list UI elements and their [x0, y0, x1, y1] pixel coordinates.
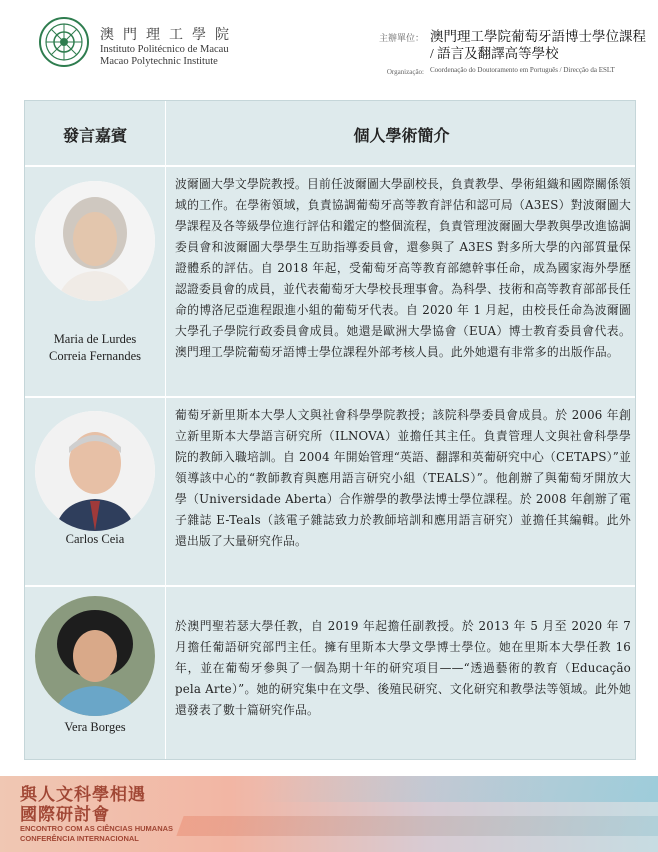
- organizer-label-zh: 主辦單位：: [378, 33, 424, 43]
- speaker-name-line: Vera Borges: [64, 720, 126, 734]
- speaker-name-ceia: [25, 531, 165, 548]
- speaker-bio-fernandes: 波爾圖大學文學院教授。目前任波爾圖大學副校長，負責教學、學術組織和國際關係領域的工作。在學術領域，負責協調葡萄牙高等教育評估和認可局（A3ES）對波爾圖大學課程及各等級學位進行評估和鑑定的整個流程，負責管理波爾圖大學教與學改進協調委員會和波爾圖大學學生互助指導委員會，還參與了 A3ES 對多所大學的內部質量保證體系的評估。自 2018 年起，受葡萄牙高等教育部總幹事任命，成為國家海外學歷認證委員會的成員，並代表葡萄牙大學校長理事會。為科學、技術和高等教育部部長任命的博洛尼亞進程跟進小組的葡萄牙代表。自 2020 年 1 月起，由校長任命為波爾圖大學孔子學院行政委員會成員。她還是歐洲大學協會（EUA）博士教育委員會代表。澳門理工學院葡萄牙語博士學位課程外部考核人員。此外她還有非常多的出版作品。: [175, 177, 631, 359]
- conference-banner: [0, 776, 658, 852]
- organizer-block: [378, 28, 653, 76]
- table-header: [25, 101, 635, 167]
- organizer-name-pt: Coordenação do Doutoramento em Português / Direcção da ESLT: [430, 66, 615, 74]
- speaker-photo-ceia: [35, 411, 155, 531]
- organizer-label-pt: Organização:: [386, 68, 424, 76]
- conference-title-zh-line2: 國際研討會: [20, 805, 110, 825]
- institute-name-en: Macao Polytechnic Institute: [100, 56, 218, 67]
- speaker-photo-borges: [35, 596, 155, 716]
- speaker-name-fernandes: [25, 331, 165, 365]
- conference-title-zh-line1: 與人文科學相遇: [20, 785, 146, 805]
- institute-logo-icon: [38, 16, 90, 68]
- column-divider: [165, 101, 166, 759]
- speaker-name-line: Maria de Lurdes: [53, 332, 137, 346]
- institute-name-pt: Instituto Politécnico de Macau: [100, 44, 229, 55]
- speaker-photo-fernandes: [35, 181, 155, 301]
- organizer-name-zh: 澳門理工學院葡萄牙語博士學位課程 / 語言及翻譯高等學校: [430, 29, 646, 61]
- speaker-bio-ceia: 葡萄牙新里斯本大學人文與社會科學學院教授；該院科學委員會成員。於 2006 年創立新里斯本大學語言研究所（ILNOVA）並擔任其主任。負責管理人文與社會科學學院的教師入職培訓。自 2004 年開始管理“英語、翻譯和英葡研究中心（CETAPS）”並領導該中心的“教師教育與應用語言研究小組（TEALS）”。他創辦了與葡萄牙開放大學（Universidade Aberta）合作辦學的教學法博士學位課程。於 2008 年創辦了電子雜誌 E-Teals（該電子雜誌致力於教師培訓和應用語言研究）並擔任其編輯。此外還出版了大量研究作品。: [175, 408, 631, 548]
- header-speaker: 發言嘉賓: [62, 125, 127, 145]
- row-divider: [25, 396, 635, 398]
- speaker-bio-borges: 於澳門聖若瑟大學任教，自 2019 年起擔任副教授。於 2013 年 5 月至 2020 年 7 月擔任葡語研究部門主任。擁有里斯本大學文學博士學位。她在里斯本大學任教 16 年，並在葡萄牙參與了一個為期十年的研究項目——“透過藝術的教育（Educação pela Arte）”。她的研究集中在文學、後殖民研究、文化研究和教學法等領域。此外她還發表了數十篇研究作品。: [175, 619, 631, 717]
- header-bio: 個人學術簡介: [353, 125, 450, 145]
- speaker-name-borges: [25, 719, 165, 736]
- speaker-name-line: Carlos Ceia: [65, 532, 125, 546]
- speakers-table: [24, 100, 636, 760]
- conference-title-pt-line2: CONFERÊNCIA INTERNACIONAL: [20, 834, 139, 843]
- conference-title-pt-line1: ENCONTRO COM AS CIÊNCIAS HUMANAS: [20, 824, 174, 833]
- speaker-name-line: Correia Fernandes: [49, 349, 141, 363]
- banner-decoration: [176, 816, 658, 836]
- institute-name: [100, 28, 238, 68]
- institute-name-zh: 澳門理工學院: [100, 28, 238, 43]
- banner-decoration: [255, 776, 658, 802]
- page-header: [0, 0, 658, 90]
- row-divider: [25, 585, 635, 587]
